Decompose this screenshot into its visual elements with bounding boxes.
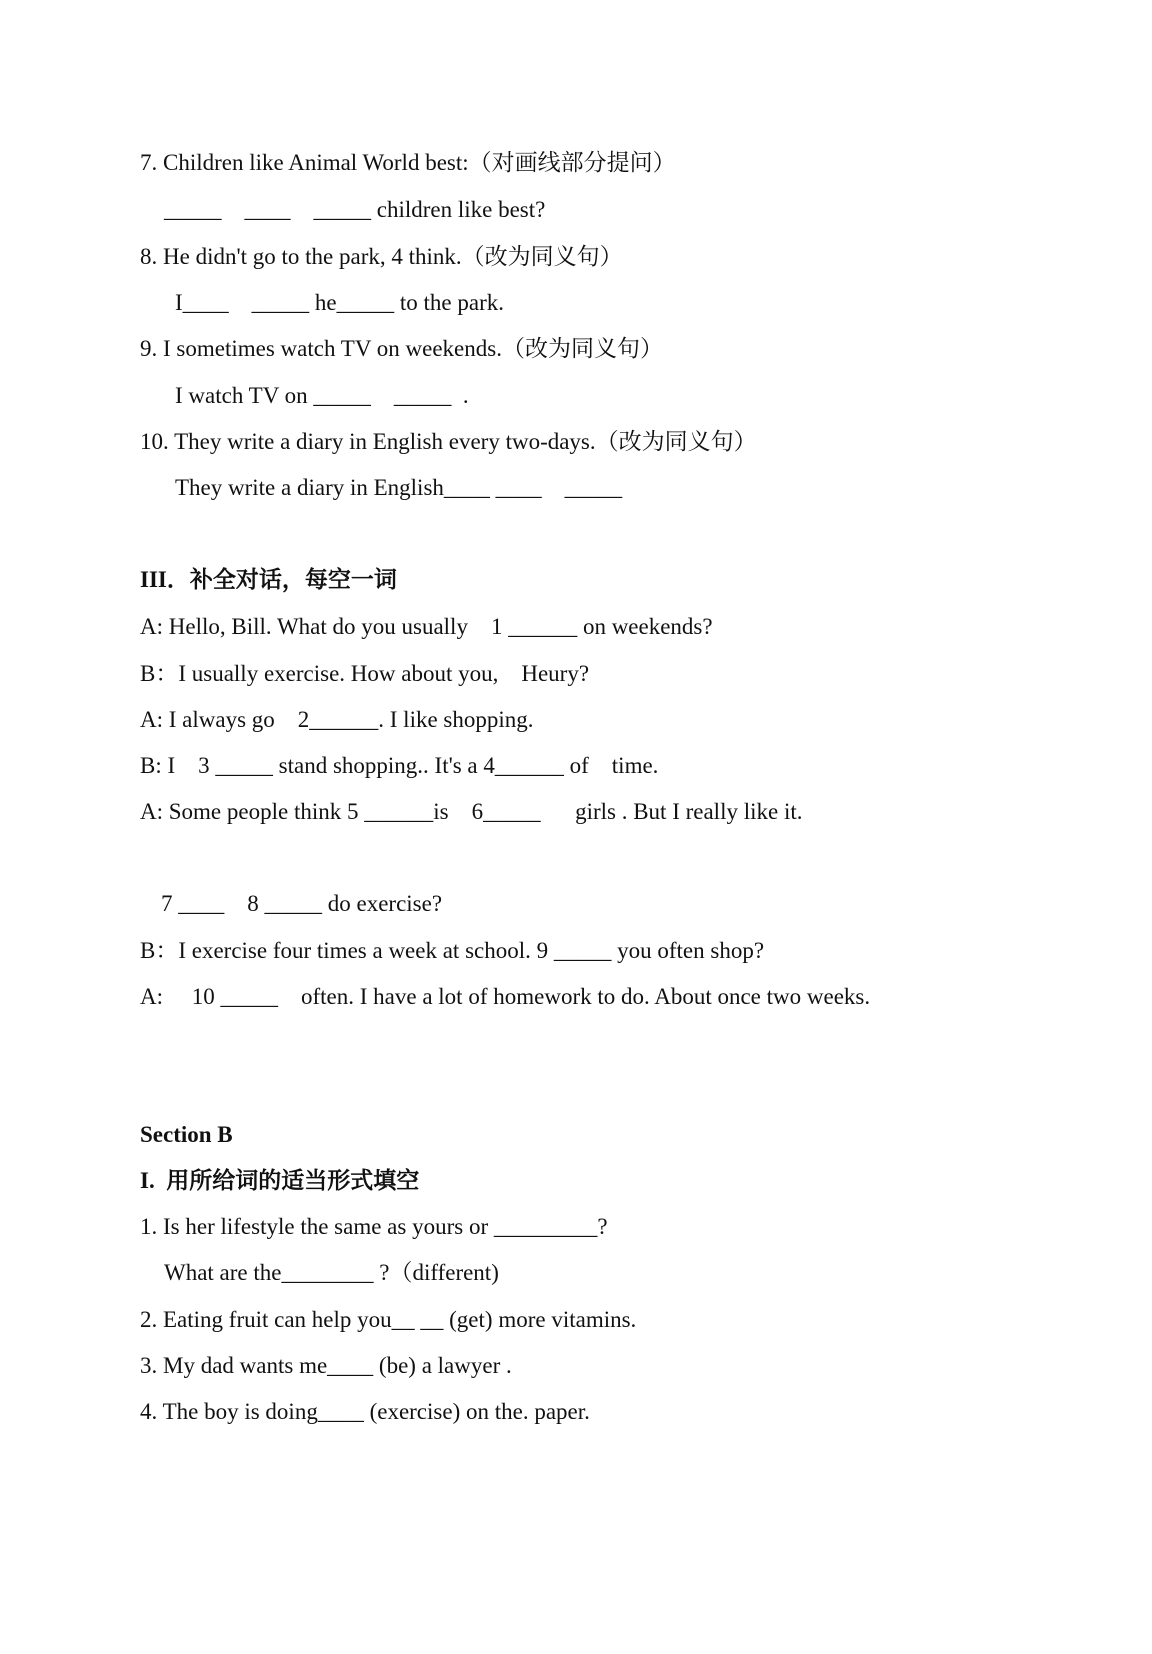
dialogue-line-7: B：I exercise four times a week at school. 9 _____ you often shop?: [140, 938, 765, 963]
section-b-heading: I. 用所给词的适当形式填空: [140, 1168, 420, 1193]
dialogue-line-6: 7 ____ 8 _____ do exercise?: [161, 891, 443, 916]
section-b-title: Section B: [140, 1122, 233, 1147]
question-8: 8. He didn't go to the park, 4 think.（改为同义句）: [140, 244, 623, 269]
exercise-1-continued: What are the________ ?（different): [164, 1260, 499, 1285]
question-10: 10. They write a diary in English every two-days.（改为同义句）: [140, 429, 757, 454]
dialogue-line-1: A: Hello, Bill. What do you usually 1 ______ on weekends?: [140, 614, 713, 639]
section-3-heading: III．补全对话，每空一词: [140, 567, 397, 592]
exercise-2: 2. Eating fruit can help you__ __ (get) more vitamins.: [140, 1307, 637, 1332]
dialogue-line-5: A: Some people think 5 ______is 6_____ girls . But I really like it.: [140, 799, 803, 824]
question-7-answer: _____ ____ _____ children like best?: [164, 197, 546, 222]
dialogue-line-4: B: I 3 _____ stand shopping.. It's a 4______ of time.: [140, 753, 659, 778]
question-9: 9. I sometimes watch TV on weekends.（改为同义句）: [140, 336, 663, 361]
exercise-4: 4. The boy is doing____ (exercise) on the. paper.: [140, 1399, 590, 1424]
dialogue-line-8: A: 10 _____ often. I have a lot of homework to do. About once two weeks.: [140, 984, 871, 1009]
question-8-answer: I____ _____ he_____ to the park.: [175, 290, 504, 315]
dialogue-line-2: B：I usually exercise. How about you, Heury?: [140, 661, 590, 686]
exercise-3: 3. My dad wants me____ (be) a lawyer .: [140, 1353, 512, 1378]
question-9-answer: I watch TV on _____ _____ .: [175, 383, 469, 408]
dialogue-line-3: A: I always go 2______. I like shopping.: [140, 707, 534, 732]
question-10-answer: They write a diary in English____ ____ _____: [175, 475, 623, 500]
question-7: 7. Children like Animal World best:（对画线部分提问）: [140, 150, 676, 175]
exercise-1: 1. Is her lifestyle the same as yours or _________?: [140, 1214, 608, 1239]
